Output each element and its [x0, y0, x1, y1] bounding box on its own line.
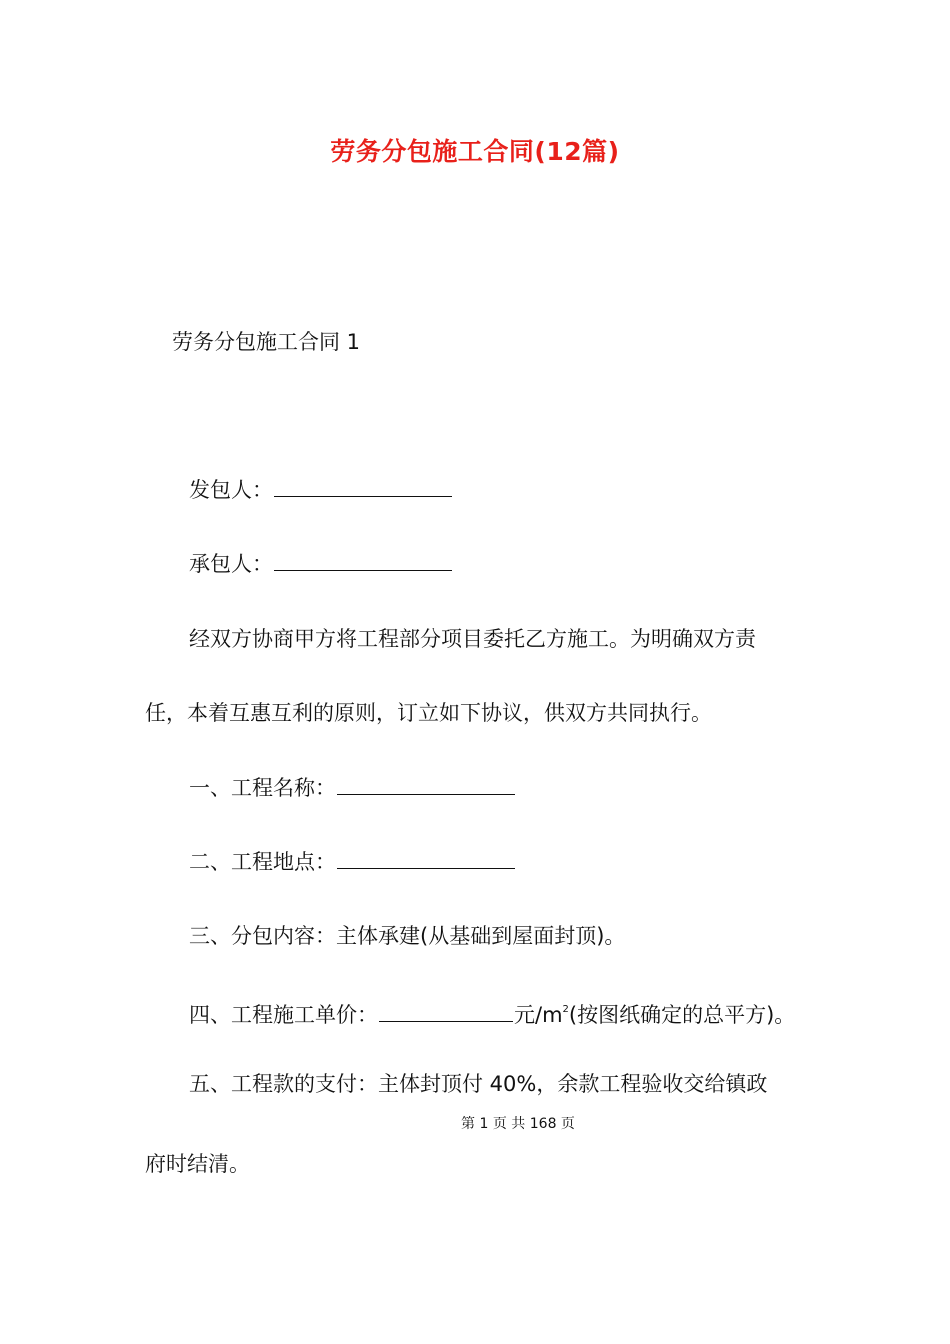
item-1-line — [189, 772, 516, 803]
party-a-blank — [274, 474, 452, 497]
party-a-line — [189, 474, 453, 505]
party-b-line — [189, 548, 453, 579]
item-4-suffix: (按图纸确定的总平方)。 — [568, 1003, 796, 1027]
item-2-label: 二、工程地点： — [189, 850, 336, 874]
item-4-line — [189, 995, 795, 1030]
item-4-superscript: 2 — [562, 1004, 569, 1015]
intro-line-1: 经双方协商甲方将工程部分项目委托乙方施工。为明确双方责 — [189, 627, 756, 651]
item-4-blank — [379, 999, 513, 1022]
intro-line-2: 任，本着互惠互利的原则，订立如下协议，供双方共同执行。 — [145, 701, 712, 725]
item-2-blank — [337, 846, 515, 869]
item-4-unit: 元/m — [514, 1003, 563, 1027]
party-a-label: 发包人： — [189, 478, 273, 502]
item-2-line — [189, 846, 516, 877]
item-5-line-2: 府时结清。 — [145, 1152, 250, 1176]
item-1-label: 一、工程名称： — [189, 776, 336, 800]
item-1-blank — [337, 772, 515, 795]
party-b-label: 承包人： — [189, 552, 273, 576]
item-5-line-1: 五、工程款的支付：主体封顶付 40%，余款工程验收交给镇政 — [189, 1072, 768, 1096]
document-title: 劳务分包施工合同(12篇) — [330, 137, 620, 166]
party-b-blank — [274, 548, 452, 571]
item-3-line: 三、分包内容：主体承建(从基础到屋面封顶)。 — [189, 924, 626, 948]
section-heading: 劳务分包施工合同 1 — [172, 330, 361, 354]
item-4-label: 四、工程施工单价： — [189, 1003, 378, 1027]
page-footer: 第 1 页 共 168 页 — [461, 1116, 575, 1132]
